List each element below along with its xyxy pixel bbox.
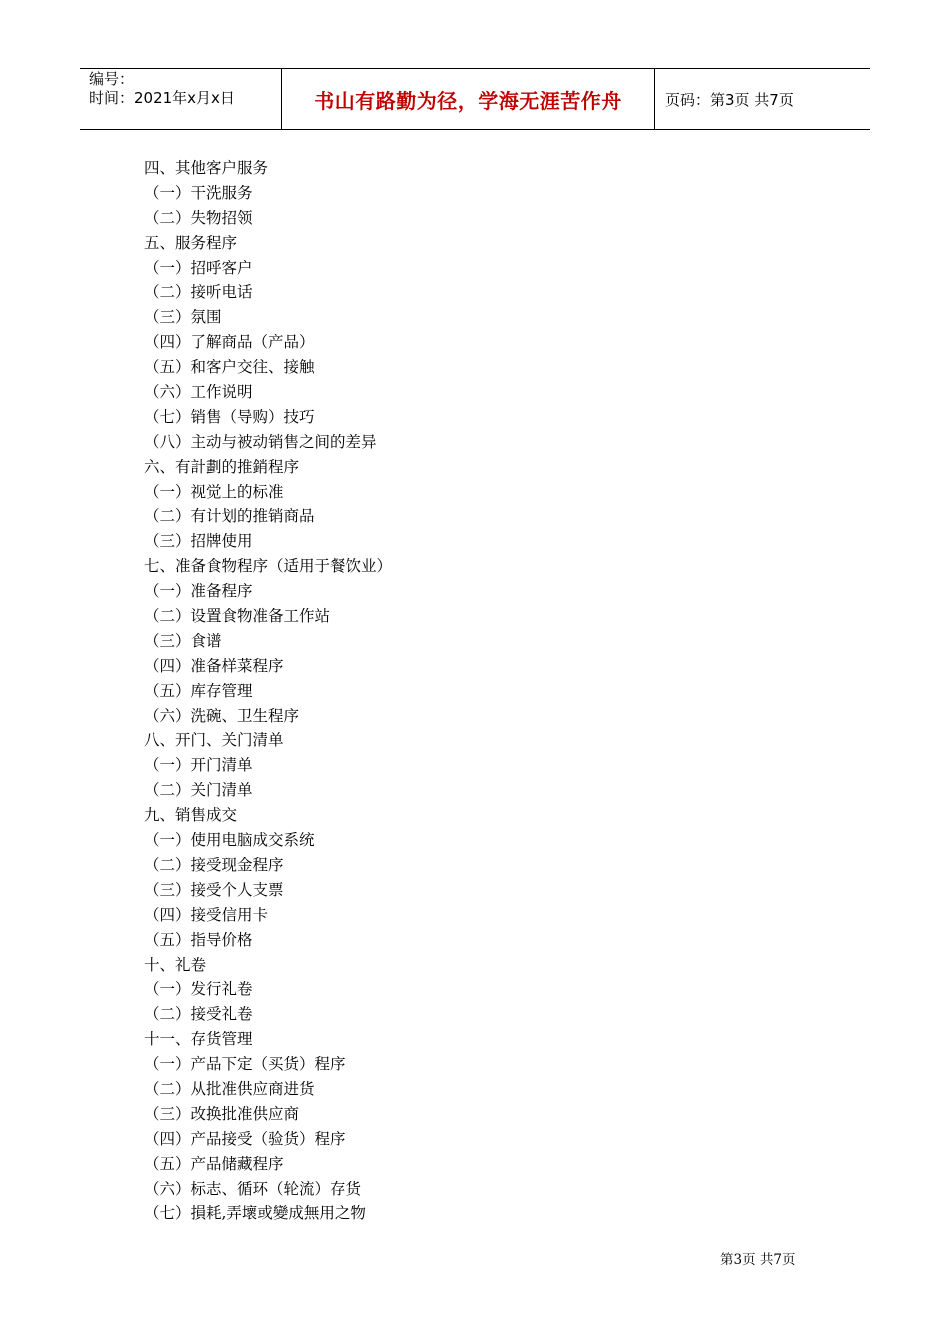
outline-item: （二）关门清单 <box>144 781 253 800</box>
outline-item: （二）接受现金程序 <box>144 855 284 874</box>
outline-item: （一）干洗服务 <box>144 183 253 202</box>
outline-list <box>144 156 844 1226</box>
outline-item: （三）食谱 <box>144 631 222 650</box>
outline-item: （一）招呼客户 <box>144 258 253 277</box>
outline-item: 四、其他客户服务 <box>144 159 269 177</box>
outline-item: （二）接受礼卷 <box>144 1005 253 1024</box>
outline-item: （三）氛围 <box>144 308 222 327</box>
outline-item: （六）工作说明 <box>144 383 253 402</box>
outline-item: 九、销售成交 <box>144 806 238 825</box>
outline-item: （一）产品下定（买货）程序 <box>144 1055 346 1074</box>
document-number-label: 编号： <box>89 70 135 88</box>
outline-item: （五）产品储藏程序 <box>144 1154 284 1173</box>
outline-item: 十、礼卷 <box>144 955 207 974</box>
page-header <box>80 68 870 130</box>
outline-item: （一）开门清单 <box>144 756 253 775</box>
outline-item: （八）主动与被动销售之间的差异 <box>144 432 377 451</box>
outline-item: （二）失物招领 <box>144 208 253 227</box>
outline-item: 十一、存货管理 <box>144 1030 253 1049</box>
outline-item: （三）接受个人支票 <box>144 880 284 899</box>
outline-item: （一）视觉上的标准 <box>144 482 284 501</box>
outline-item: （七）销售（导购）技巧 <box>144 407 315 426</box>
header-motto: 书山有路勤为径，学海无涯苦作舟 <box>314 88 622 113</box>
header-page-cell <box>655 69 870 129</box>
outline-item: （四）准备样菜程序 <box>144 656 284 675</box>
outline-item: （一）使用电脑成交系统 <box>144 831 315 850</box>
outline-item: （二）从批准供应商进货 <box>144 1079 315 1098</box>
page-footer: 第3页 共7页 <box>720 1252 796 1268</box>
outline-item: （六）洗碗、卫生程序 <box>144 706 300 725</box>
outline-item: （六）标志、循环（轮流）存货 <box>144 1179 362 1198</box>
outline-item: （五）和客户交往、接触 <box>144 358 315 377</box>
header-motto-cell <box>282 69 655 129</box>
header-page-label: 页码：第3页 共7页 <box>665 90 794 109</box>
outline-item: （二）设置食物准备工作站 <box>144 607 331 626</box>
outline-item: 六、有計劃的推銷程序 <box>144 457 300 476</box>
outline-item: （四）产品接受（验货）程序 <box>144 1129 346 1148</box>
outline-item: （四）接受信用卡 <box>144 905 269 924</box>
outline-item: （七）損耗,弄壞或變成無用之物 <box>144 1204 366 1223</box>
outline-item: （五）库存管理 <box>144 681 253 700</box>
outline-item: （三）改换批准供应商 <box>144 1104 300 1123</box>
outline-item: （一）发行礼卷 <box>144 980 253 999</box>
document-time-label: 时间：2021年x月x日 <box>89 89 235 107</box>
outline-item: （二）接听电话 <box>144 283 253 302</box>
outline-item: （一）准备程序 <box>144 582 253 601</box>
outline-item: 八、开门、关门清单 <box>144 731 284 750</box>
outline-item: 五、服务程序 <box>144 233 238 252</box>
outline-item: （三）招牌使用 <box>144 532 253 551</box>
outline-item: （四）了解商品（产品） <box>144 333 315 352</box>
header-meta-cell <box>80 69 282 129</box>
outline-item: （二）有计划的推销商品 <box>144 507 315 526</box>
outline-item: （五）指导价格 <box>144 930 253 949</box>
outline-item: 七、准备食物程序（适用于餐饮业） <box>144 557 393 576</box>
